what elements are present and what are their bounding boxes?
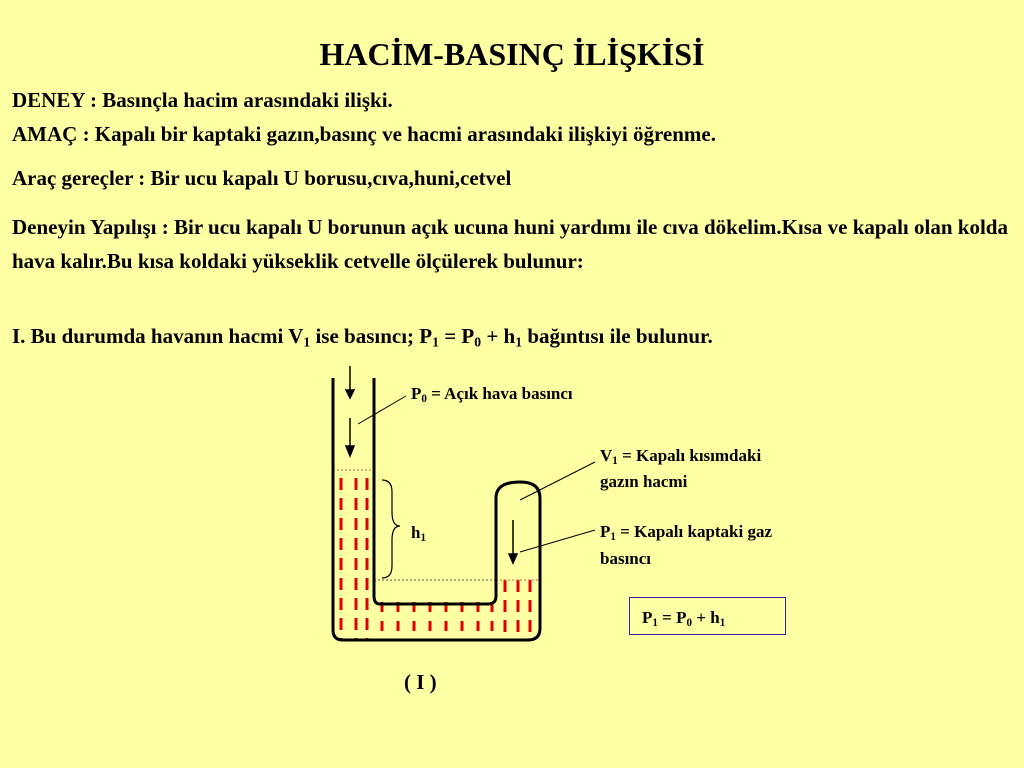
mercury-fill [341, 478, 530, 640]
diagram-caption: ( I ) [404, 670, 437, 694]
h1-brace [382, 480, 400, 578]
h1-label: $h_1$ [411, 523, 426, 544]
p1-label-line2: basıncı [600, 549, 652, 568]
step-one-line: I. Bu durumda havanın hacmi $V_1$ ise basıncı; $P_1 = P_0 + h_1$ bağıntısı ile bulunur. [12, 324, 713, 350]
mercury-bottom [382, 602, 492, 640]
v1-label: $V_1$ = Kapalı kısımdaki [600, 446, 762, 467]
procedure-paragraph: Deneyin Yapılışı : Bir ucu kapalı U borunun açık ucuna huni yardımı ile cıva dökelim.Kısa ve kapalı olan kolda hava kalır.Bu kısa koldaki yükseklik cetvelle ölçülerek bulunur: [12, 215, 1008, 273]
u-tube-walls [333, 378, 540, 640]
p0-label: $P_0$ = Açık hava basıncı [411, 384, 573, 405]
purpose-line: AMAÇ : Kapalı bir kaptaki gazın,basınç ve hacmi arasındaki ilişkiyi öğrenme. [12, 122, 716, 146]
p1-label: $P_1$ = Kapalı kaptaki gaz [600, 522, 773, 543]
experiment-line: DENEY : Basınçla hacim arasındaki ilişki. [12, 88, 393, 112]
formula-box: $P_1 = P_0 + h_1$ [629, 597, 786, 635]
v1-label-line2: gazın hacmi [600, 472, 688, 491]
page-title: HACİM-BASINÇ İLİŞKİSİ [319, 36, 705, 72]
leader-lines [358, 396, 595, 552]
equipment-line: Araç gereçler : Bir ucu kapalı U borusu,cıva,huni,cetvel [12, 166, 512, 190]
